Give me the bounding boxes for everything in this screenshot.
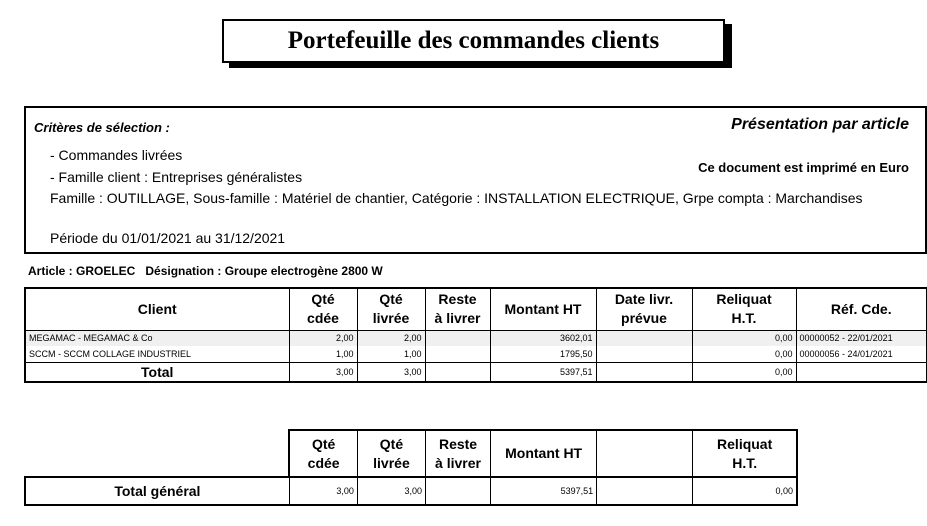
cell-client: SCCM - SCCM COLLAGE INDUSTRIEL [25, 346, 289, 362]
grand-total-row [25, 477, 797, 505]
col-qte-livree-header: Qté livrée [357, 288, 425, 330]
criteria-line-orders: - Commandes livrées [50, 147, 183, 163]
col-date-header: Date livr. prévue [596, 288, 692, 330]
cell-reliquat: 0,00 [692, 330, 796, 346]
cell-ref: 00000056 - 24/01/2021 [796, 346, 927, 362]
col-client-header: Client [25, 288, 289, 330]
total-reliquat: 0,00 [692, 362, 796, 382]
grand-total-date [597, 477, 693, 505]
gt-reste-header: Reste à livrer [425, 430, 490, 477]
blank-header-cell [25, 430, 289, 477]
currency-note: Ce document est imprimé en Euro [698, 160, 909, 175]
total-reste [425, 362, 490, 382]
total-qte-livree: 3,00 [357, 362, 425, 382]
cell-reliquat: 0,00 [692, 346, 796, 362]
gt-qte-livree-header: Qté livrée [357, 430, 425, 477]
page-title: Portefeuille des commandes clients [222, 19, 725, 63]
cell-reste [425, 330, 490, 346]
grand-total-qte-livree: 3,00 [357, 477, 425, 505]
cell-date [596, 346, 692, 362]
col-reste-header: Reste à livrer [425, 288, 490, 330]
gt-montant-header: Montant HT [491, 430, 597, 477]
table-header-row [25, 288, 927, 330]
article-code: Article : GROELEC [28, 264, 136, 278]
cell-montant: 1795,50 [490, 346, 596, 362]
total-montant: 5397,51 [490, 362, 596, 382]
criteria-box [24, 106, 927, 254]
grand-total-reliquat: 0,00 [693, 477, 797, 505]
grand-total-header-row [25, 430, 797, 477]
total-row [25, 362, 927, 382]
article-line [28, 264, 383, 278]
criteria-line-period: Période du 01/01/2021 au 31/12/2021 [50, 230, 286, 246]
total-qte-cdee: 3,00 [289, 362, 357, 382]
article-designation: Désignation : Groupe electrogène 2800 W [145, 264, 383, 278]
table-row [25, 346, 927, 362]
col-reliquat-header: Reliquat H.T. [692, 288, 796, 330]
total-date [596, 362, 692, 382]
cell-qte-cdee: 1,00 [289, 346, 357, 362]
grand-total-table [24, 429, 798, 506]
cell-client: MEGAMAC - MEGAMAC & Co [25, 330, 289, 346]
col-qte-cdee-header: Qté cdée [289, 288, 357, 330]
col-ref-header: Réf. Cde. [796, 288, 927, 330]
cell-qte-livree: 1,00 [357, 346, 425, 362]
grand-total-reste [425, 477, 490, 505]
gt-date-header [597, 430, 693, 477]
orders-table [24, 287, 927, 383]
presentation-label: Présentation par article [731, 116, 909, 133]
total-ref [796, 362, 927, 382]
gt-qte-cdee-header: Qté cdée [289, 430, 357, 477]
criteria-heading: Critères de sélection : [34, 120, 170, 135]
grand-total-montant: 5397,51 [491, 477, 597, 505]
grand-total-qte-cdee: 3,00 [289, 477, 357, 505]
criteria-line-client-family: - Famille client : Entreprises généralistes [50, 169, 303, 185]
cell-montant: 3602,01 [490, 330, 596, 346]
table-row [25, 330, 927, 346]
cell-date [596, 330, 692, 346]
cell-qte-cdee: 2,00 [289, 330, 357, 346]
total-label: Total [25, 362, 289, 382]
cell-qte-livree: 2,00 [357, 330, 425, 346]
gt-reliquat-header: Reliquat H.T. [693, 430, 797, 477]
cell-ref: 00000052 - 22/01/2021 [796, 330, 927, 346]
grand-total-label: Total général [25, 477, 289, 505]
criteria-line-product-family: Famille : OUTILLAGE, Sous-famille : Matériel de chantier, Catégorie : INSTALLATION ELECTRIQUE, Grpe compta : Marchandises [50, 190, 863, 206]
col-montant-header: Montant HT [490, 288, 596, 330]
cell-reste [425, 346, 490, 362]
